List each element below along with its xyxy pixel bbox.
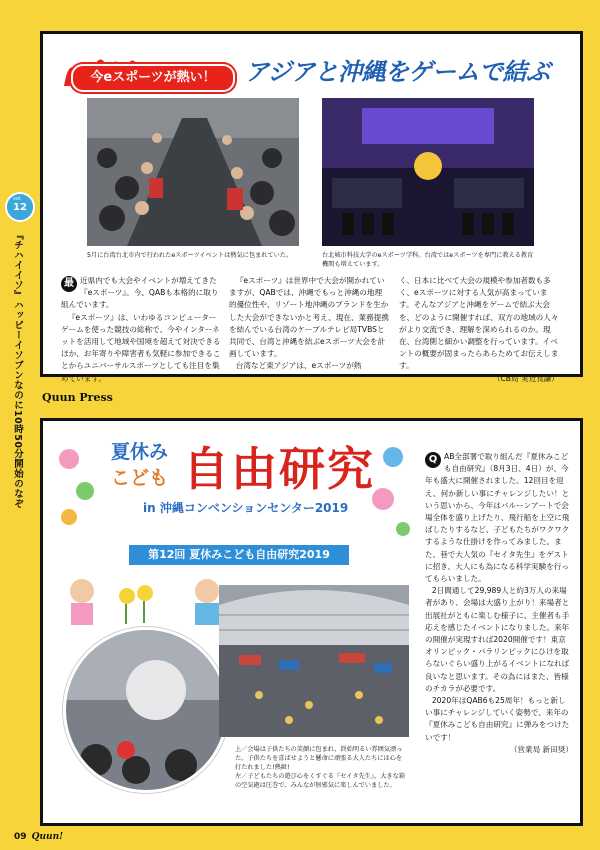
venue-photo (219, 585, 409, 737)
venue: in 沖縄コンベンションセンター2019 (143, 501, 349, 515)
classroom-photo (322, 98, 534, 246)
article2-body (425, 451, 573, 756)
esports-article (40, 31, 583, 383)
caption-left: 5月に台湾台北市内で行われたeスポーツイベントは熱気に包まれていた。 (87, 252, 293, 259)
title-big: 自由研究 (183, 442, 375, 496)
series-title: 『チハイイソ』ハッピーイソブンなのに10時50分開始のなぞ (12, 230, 23, 509)
scientist-photo (63, 627, 229, 793)
col1-p1: 近県内でも大会やイベントが増えてきた『eスポーツ』。今、QABも本格的に取り組んでいます。 (61, 276, 219, 310)
page-number: 09 (14, 832, 27, 842)
hall-photo-image (219, 585, 409, 737)
footer (14, 832, 63, 842)
byline2: （営業局 新田奨） (509, 744, 573, 754)
arena-photo-image (322, 98, 534, 246)
article1-title: アジアと沖縄をゲームで結ぶ (245, 58, 550, 86)
title-small-1: 夏休み (111, 441, 169, 463)
a2-p1: AB全部署で取り組んだ『夏休みこども自由研究』（8月3日、4日）が、今年も盛大に開催されました。12回目を迎え、何か新しい事にチャレンジしたい！という思いから、今年はバルーンアートで会場全体を盛り上げたり、飛行船を上空に飛ばしたりするなど、子どもたちがワクワクするような仕掛けを作ってみました。また、巷で大人気の『セイタ先生』をゲストに招き、大人にも為になる科学実験を行ってもらいました。 (425, 452, 570, 584)
event-banner: 第12回 夏休みこども自由研究2019 (129, 545, 349, 565)
taipei-event-photo (87, 98, 299, 246)
drop-cap: 最 (61, 276, 77, 292)
col3-p1: く、日本に比べて大会の規模や参加者数も多く、eスポーツに対する人気が高まっています。そんなアジアと沖縄をゲームで結ぶ大会を、どのように開催すれば、双方の地域の人々がより交流でき、理解を深められるのか。現在、台湾側と細かい調整を行っています。イベントの概要が固まったらあらためてお伝えします。 (399, 276, 559, 371)
summer-research-article (40, 418, 583, 826)
publisher: Quun Press (42, 391, 113, 404)
crowd-photo-image (87, 98, 299, 246)
col1-p2: 『eスポーツ』は、いわゆるコンピューターゲームを使った競技の総称で、今やインターネットを活用して地域や国境を超えて対決できるほか、お年寄りや障害者も気軽に参加できることからユニバーサルスポーツとしても注目を集めています。 (61, 312, 221, 383)
issue-number: 12 (13, 202, 27, 213)
magazine-logo: Quun! (31, 832, 64, 842)
col2-p2: 台湾など東アジアは、eスポーツが熱 (235, 361, 362, 371)
article1-col1 (61, 275, 221, 385)
article2-caption: 上／会場は子供たちの笑顔に包まれ、終始明るい雰囲気漂った。子供たちを喜ばせようと懸命に頑張る大人たちには心を打たれました!熱級! 左／子どもたちの遊び心をくすぐる『セイタ先生』。大きな箱の空気砲は圧巻で、みんなが無邪気に楽しんでいました。 (235, 746, 405, 789)
a2-p3: 2020年はQAB6も25周年！もっと新しい事にチャレンジしていく姿勢で、来年の『夏休みこども自由研究』に弾みをつけたいです！ (425, 696, 570, 742)
col2-p1: 『eスポーツ』は世界中で大会が開かれていますが、QABでは、沖縄でもっと沖縄の地理的優位性や、リゾート地沖縄のブランドを生かした大会ができないかと考え、現在、業務提携を結んでいる台湾のケーブルテレビ局TVBSと共同で、台湾と沖縄を結ぶeスポーツ大会を計画しています。 (229, 276, 389, 359)
title-small-2: こども (111, 467, 169, 489)
badge-title: 今eスポーツが熱い！ (71, 64, 235, 92)
article1-col2 (229, 275, 389, 373)
article1-col3 (399, 275, 559, 385)
experiment-photo-image (66, 630, 226, 790)
article2-header (53, 429, 413, 539)
article1-header (59, 46, 569, 90)
byline1: （CB局 実近良謙） (492, 373, 559, 383)
a2-p2: 2日間通して29,989人と約3万人の来場者があり、会場は大盛り上がり！来場者と出展社がともに楽しむ様子に、主催者も手応えを感じたイベントになりました。来年の開催が実現すれば2020開催です！東京オリンピック・パラリンピックにひけを取らないぐらい盛り上がるイベントになれば良いなと思います。その為にはまた、皆様のチカラが必要です。 (425, 586, 570, 693)
drop-cap-q: Q (425, 452, 441, 468)
caption-right: 台北城市科技大学のeスポーツ学科。台湾ではeスポーツを専門に教える教育機関も増えています。 (322, 252, 534, 268)
issue-label: vol. (13, 196, 22, 202)
issue-badge (3, 190, 37, 224)
